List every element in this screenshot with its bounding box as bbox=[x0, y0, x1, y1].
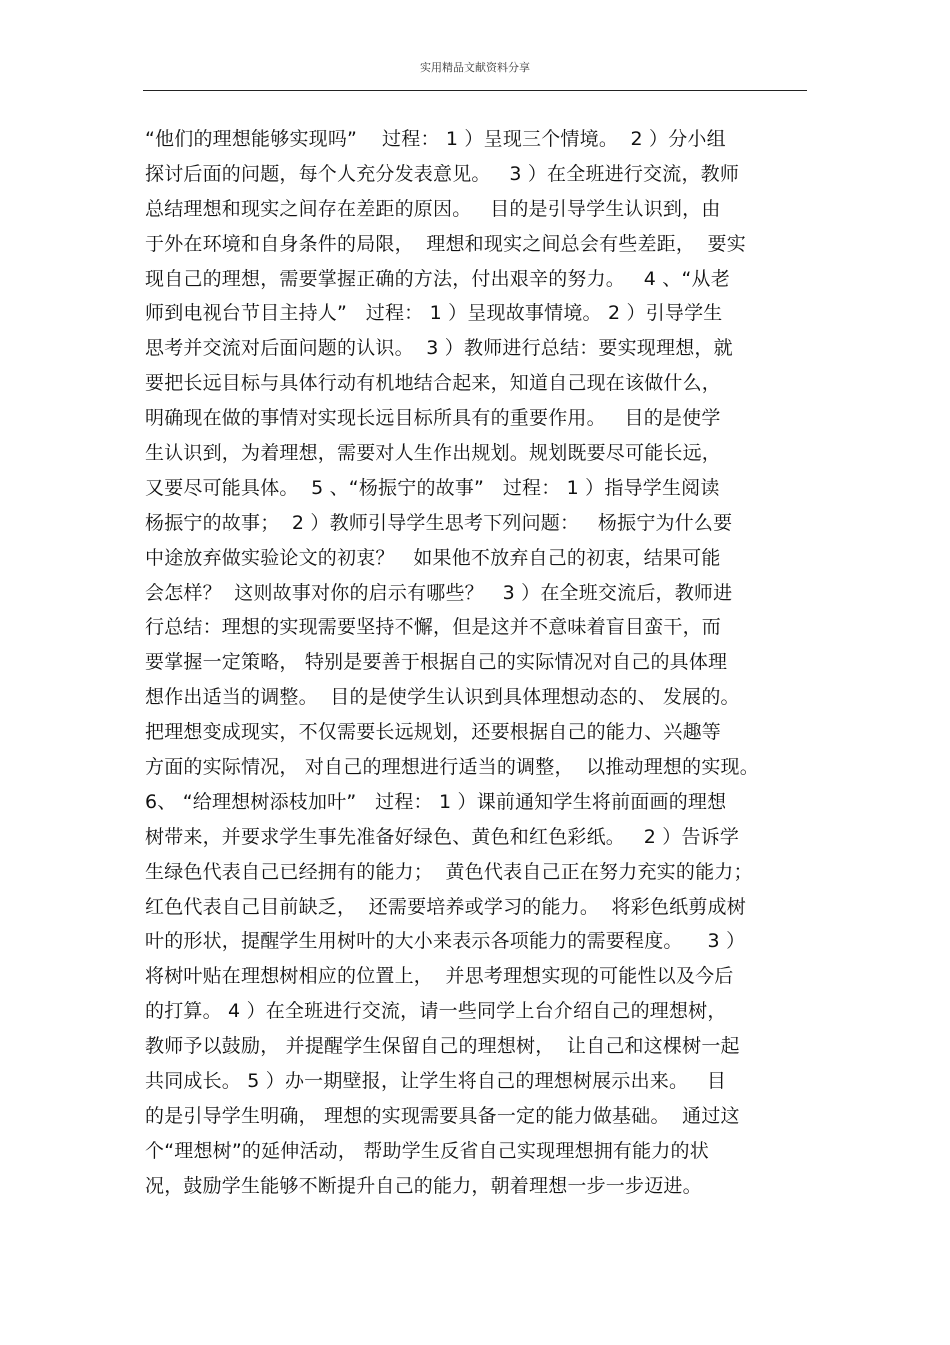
text-line: 探讨后面的问题，每个人充分发表意见。 3 ）在全班进行交流，教师 bbox=[145, 162, 740, 185]
text-line: 6、 “给理想树添枝加叶” 过程： 1 ）课前通知学生将前面画的理想 bbox=[145, 790, 727, 813]
text-line: 想作出适当的调整。 目的是使学生认识到具体理想动态的、 发展的。 bbox=[145, 686, 740, 709]
page-header: 实用精品文献资料分享 bbox=[420, 61, 530, 74]
text-line: 又要尽可能具体。 5 、“杨振宁的故事” 过程： 1 ）指导学生阅读 bbox=[145, 476, 720, 499]
text-line: 总结理想和现实之间存在差距的原因。 目的是引导学生认识到，由 bbox=[145, 197, 721, 220]
text-line: 树带来，并要求学生事先准备好绿色、黄色和红色彩纸。 2 ）告诉学 bbox=[145, 825, 740, 848]
document-body bbox=[145, 122, 810, 1204]
text-line: 师到电视台节目主持人” 过程： 1 ）呈现故事情境。 2 ）引导学生 bbox=[145, 302, 723, 325]
text-line: 中途放弃做实验论文的初衷？ 如果他不放弃自己的初衷，结果可能 bbox=[145, 546, 721, 569]
text-line: 教师予以鼓励， 并提醒学生保留自己的理想树， 让自己和这棵树一起 bbox=[145, 1035, 740, 1058]
text-line: 生绿色代表自己已经拥有的能力； 黄色代表自己正在努力充实的能力； bbox=[145, 860, 753, 883]
text-line: 会怎样？ 这则故事对你的启示有哪些？ 3 ）在全班交流后，教师进 bbox=[145, 581, 733, 604]
text-line: 思考并交流对后面问题的认识。 3 ）教师进行总结：要实现理想，就 bbox=[145, 337, 733, 360]
text-line: 生认识到，为着理想，需要对人生作出规划。规划既要尽可能长远， bbox=[145, 442, 722, 465]
text-line: 现自己的理想，需要掌握正确的方法，付出艰辛的努力。 4 、“从老 bbox=[145, 267, 730, 290]
text-line: 况，鼓励学生能够不断提升自己的能力，朝着理想一步一步迈进。 bbox=[145, 1174, 702, 1197]
text-line: 的打算。 4 ）在全班进行交流，请一些同学上台介绍自己的理想树， bbox=[145, 1000, 727, 1023]
text-line: 明确现在做的事情对实现长远目标所具有的重要作用。 目的是使学 bbox=[145, 407, 721, 430]
text-line: 要掌握一定策略， 特别是要善于根据自己的实际情况对自己的具体理 bbox=[145, 651, 728, 674]
text-line: 把理想变成现实，不仅需要长远规划，还要根据自己的能力、兴趣等 bbox=[145, 721, 722, 744]
text-line: 将树叶贴在理想树相应的位置上， 并思考理想实现的可能性以及今后 bbox=[145, 965, 734, 988]
text-line: 行总结：理想的实现需要坚持不懈，但是这并不意味着盲目蛮干，而 bbox=[145, 616, 722, 639]
text-line: 共同成长。 5 ）办一期壁报，让学生将自己的理想树展示出来。 目 bbox=[145, 1070, 727, 1093]
text-line: 个“理想树”的延伸活动， 帮助学生反省自己实现理想拥有能力的状 bbox=[145, 1139, 709, 1162]
header-divider bbox=[143, 90, 807, 91]
text-line: “他们的理想能够实现吗” 过程： 1 ）呈现三个情境。 2 ）分小组 bbox=[145, 128, 726, 150]
text-line: 于外在环境和自身条件的局限， 理想和现实之间总会有些差距， 要实 bbox=[145, 232, 746, 255]
text-line: 方面的实际情况， 对自己的理想进行适当的调整， 以推动理想的实现。 bbox=[145, 756, 759, 779]
text-line: 要把长远目标与具体行动有机地结合起来，知道自己现在该做什么， bbox=[145, 372, 722, 395]
text-line: 叶的形状，提醒学生用树叶的大小来表示各项能力的需要程度。 3 ） bbox=[145, 930, 746, 953]
text-line: 杨振宁的故事； 2 ）教师引导学生思考下列问题： 杨振宁为什么要 bbox=[145, 511, 733, 534]
text-line: 的是引导学生明确， 理想的实现需要具备一定的能力做基础。 通过这 bbox=[145, 1104, 740, 1127]
text-line: 红色代表自己目前缺乏， 还需要培养或学习的能力。 将彩色纸剪成树 bbox=[145, 895, 746, 918]
